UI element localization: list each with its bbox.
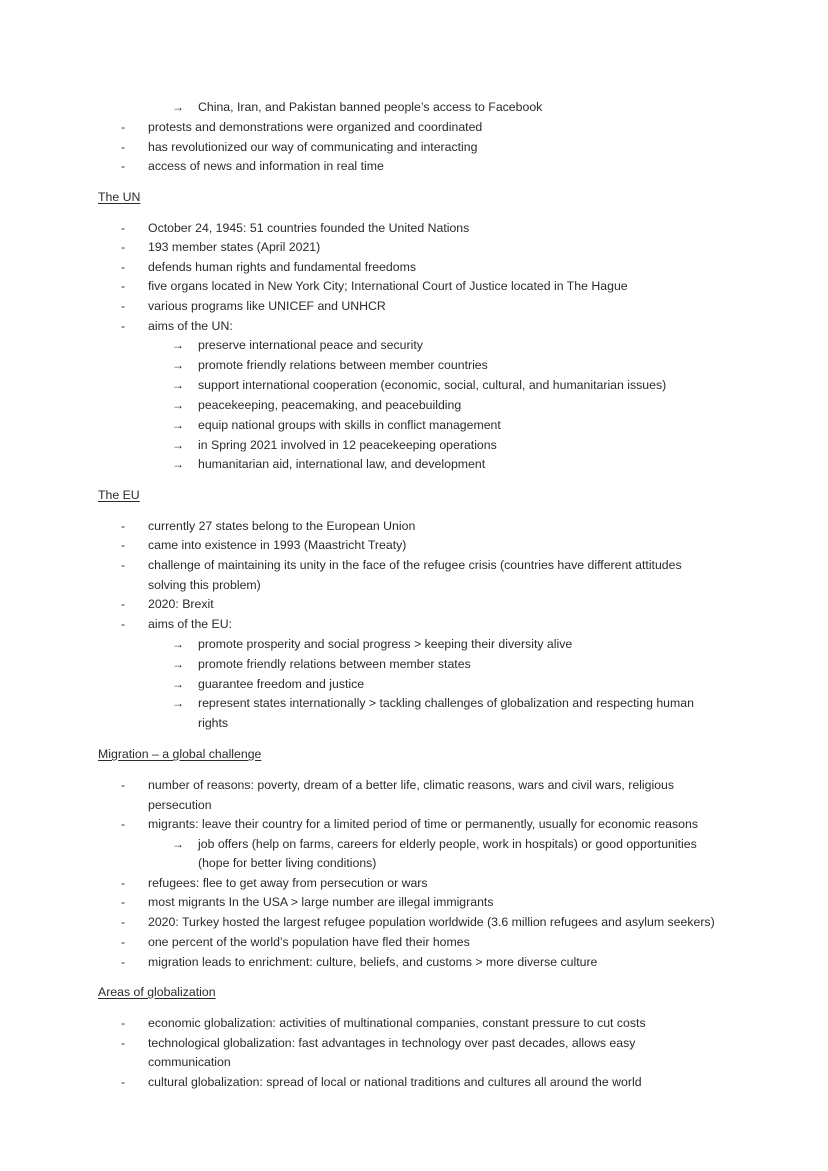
list-item: various programs like UNICEF and UNHCR	[148, 299, 386, 313]
arrow-icon: →	[172, 378, 184, 392]
arrow-icon: →	[172, 438, 184, 452]
dash-bullet: -	[121, 319, 126, 333]
dash-bullet: -	[121, 279, 126, 293]
dash-bullet: -	[121, 895, 126, 909]
list-subitem-continuation: rights	[198, 716, 229, 730]
list-item: came into existence in 1993 (Maastricht Treaty)	[148, 538, 407, 552]
arrow-icon: →	[172, 398, 184, 412]
dash-bullet: -	[121, 1075, 126, 1089]
dash-bullet: -	[121, 1036, 126, 1050]
list-subitem: humanitarian aid, international law, and development	[198, 457, 486, 471]
list-item: access of news and information in real time	[148, 159, 384, 173]
section-heading-migration: Migration – a global challenge	[98, 747, 262, 761]
section-heading-eu: The EU	[98, 488, 140, 502]
dash-bullet: -	[121, 299, 126, 313]
arrow-icon: →	[172, 696, 184, 710]
list-item: currently 27 states belong to the European Union	[148, 519, 416, 533]
dash-bullet: -	[121, 915, 126, 929]
list-item: number of reasons: poverty, dream of a better life, climatic reasons, wars and civil wars, religious	[148, 778, 675, 792]
dash-bullet: -	[121, 778, 126, 792]
list-item: economic globalization: activities of multinational companies, constant pressure to cut costs	[148, 1016, 646, 1030]
dash-bullet: -	[121, 159, 126, 173]
arrow-icon: →	[172, 457, 184, 471]
list-subitem: represent states internationally > tackling challenges of globalization and respecting human	[198, 696, 694, 710]
list-item: technological globalization: fast advantages in technology over past decades, allows easy	[148, 1036, 636, 1050]
dash-bullet: -	[121, 617, 126, 631]
list-subitem: job offers (help on farms, careers for elderly people, work in hospitals) or good opportunities	[198, 837, 697, 851]
dash-bullet: -	[121, 935, 126, 949]
list-subitem: promote prosperity and social progress > keeping their diversity alive	[198, 637, 573, 651]
list-item: aims of the UN:	[148, 319, 233, 333]
list-item: defends human rights and fundamental freedoms	[148, 260, 416, 274]
list-subitem: promote friendly relations between member states	[198, 657, 471, 671]
arrow-icon: →	[172, 100, 184, 114]
list-item-continuation: solving this problem)	[148, 578, 261, 592]
dash-bullet: -	[121, 140, 126, 154]
dash-bullet: -	[121, 519, 126, 533]
list-subitem: guarantee freedom and justice	[198, 677, 365, 691]
arrow-icon: →	[172, 677, 184, 691]
list-item: 193 member states (April 2021)	[148, 240, 321, 254]
list-item: one percent of the world’s population have fled their homes	[148, 935, 470, 949]
arrow-icon: →	[172, 837, 184, 851]
list-subitem-continuation: (hope for better living conditions)	[198, 856, 377, 870]
section-heading-areas: Areas of globalization	[98, 985, 216, 999]
dash-bullet: -	[121, 955, 126, 969]
list-item: migration leads to enrichment: culture, beliefs, and customs > more diverse culture	[148, 955, 598, 969]
list-item: 2020: Turkey hosted the largest refugee population worldwide (3.6 million refugees and asylum seekers)	[148, 915, 715, 929]
list-item: refugees: flee to get away from persecution or wars	[148, 876, 428, 890]
dash-bullet: -	[121, 558, 126, 572]
arrow-icon: →	[172, 418, 184, 432]
arrow-icon: →	[172, 637, 184, 651]
dash-bullet: -	[121, 876, 126, 890]
list-subitem: preserve international peace and security	[198, 338, 423, 352]
dash-bullet: -	[121, 240, 126, 254]
dash-bullet: -	[121, 1016, 126, 1030]
list-item: five organs located in New York City; International Court of Justice located in The Hague	[148, 279, 628, 293]
dash-bullet: -	[121, 538, 126, 552]
list-item: aims of the EU:	[148, 617, 233, 631]
dash-bullet: -	[121, 260, 126, 274]
list-item: most migrants In the USA > large number are illegal immigrants	[148, 895, 494, 909]
list-item: cultural globalization: spread of local or national traditions and cultures all around the world	[148, 1075, 642, 1089]
arrow-icon: →	[172, 657, 184, 671]
dash-bullet: -	[121, 597, 126, 611]
dash-bullet: -	[121, 817, 126, 831]
list-item-continuation: communication	[148, 1055, 231, 1069]
list-item: October 24, 1945: 51 countries founded the United Nations	[148, 221, 470, 235]
dash-bullet: -	[121, 120, 126, 134]
list-subitem: support international cooperation (economic, social, cultural, and humanitarian issues)	[198, 378, 667, 392]
section-heading-un: The UN	[98, 190, 141, 204]
list-item: migrants: leave their country for a limited period of time or permanently, usually for economic reasons	[148, 817, 698, 831]
list-item: challenge of maintaining its unity in the face of the refugee crisis (countries have different attitudes	[148, 558, 682, 572]
list-subitem: promote friendly relations between member countries	[198, 358, 488, 372]
list-item: has revolutionized our way of communicating and interacting	[148, 140, 478, 154]
list-subitem: China, Iran, and Pakistan banned people’s access to Facebook	[198, 100, 543, 114]
list-item: protests and demonstrations were organized and coordinated	[148, 120, 483, 134]
list-subitem: peacekeeping, peacemaking, and peacebuilding	[198, 398, 462, 412]
list-item: 2020: Brexit	[148, 597, 214, 611]
arrow-icon: →	[172, 338, 184, 352]
list-subitem: equip national groups with skills in conflict management	[198, 418, 501, 432]
list-subitem: in Spring 2021 involved in 12 peacekeeping operations	[198, 438, 497, 452]
arrow-icon: →	[172, 358, 184, 372]
dash-bullet: -	[121, 221, 126, 235]
list-item-continuation: persecution	[148, 798, 212, 812]
